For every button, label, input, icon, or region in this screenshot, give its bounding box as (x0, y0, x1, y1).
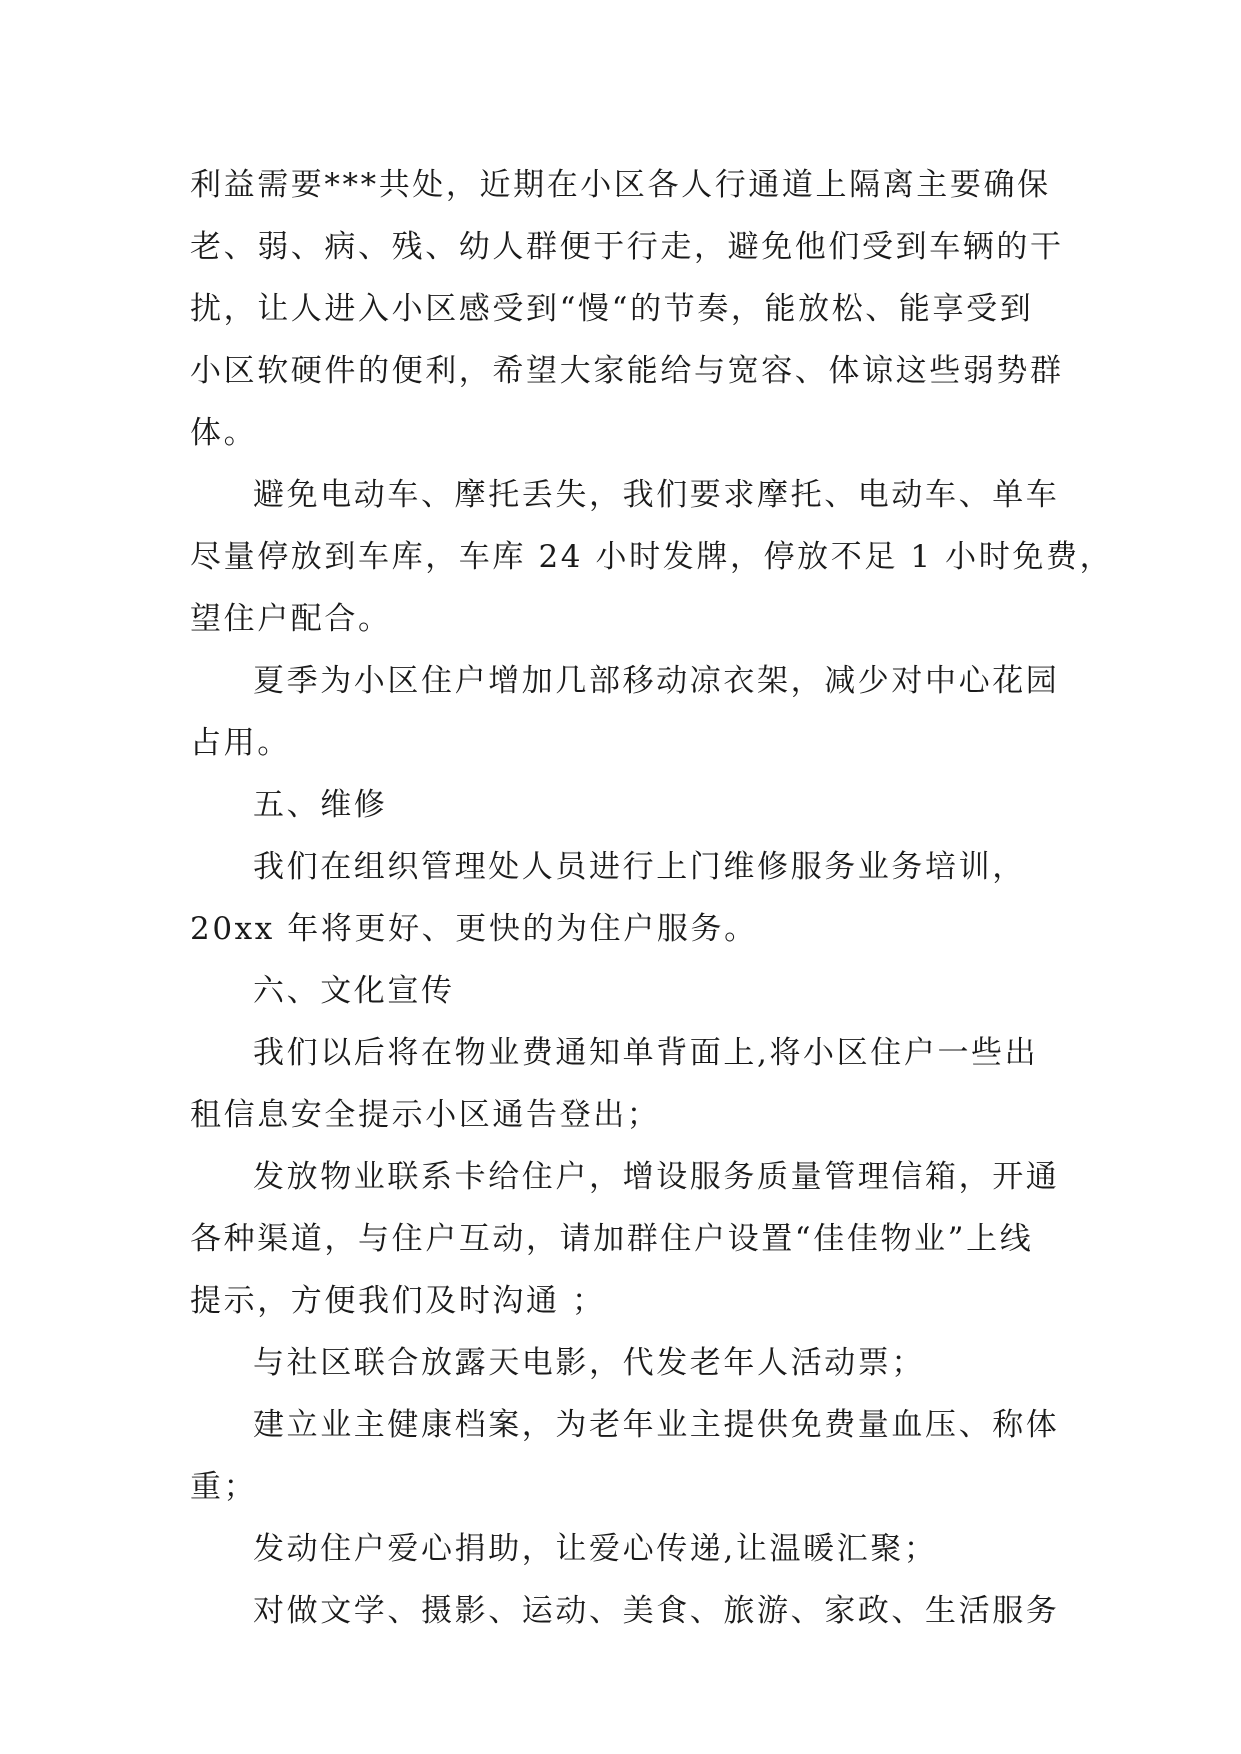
text-line: 建立业主健康档案，为老年业主提供免费量血压、称体 (253, 1407, 1060, 1443)
document-body (190, 154, 1114, 1642)
text-line: 避免电动车、摩托丢失，我们要求摩托、电动车、单车 (253, 477, 1060, 513)
text-line: 发动住户爱心捐助，让爱心传递,让温暖汇聚； (253, 1531, 938, 1567)
text-line: 租信息安全提示小区通告登出； (190, 1097, 661, 1133)
text-line: 与社区联合放露天电影，代发老年人活动票； (253, 1345, 925, 1381)
text-line: 我们以后将在物业费通知单背面上,将小区住户一些出 (253, 1035, 1039, 1071)
text-line: 体。 (190, 415, 258, 451)
text-line: 重； (190, 1469, 258, 1505)
text-line: 望住户配合。 (190, 601, 392, 637)
text-line: 提示，方便我们及时沟通 ； (190, 1283, 606, 1319)
text-line: 20xx 年将更好、更快的为住户服务。 (190, 911, 758, 947)
text-line: 扰，让人进入小区感受到“慢“的节奏，能放松、能享受到 (190, 291, 1034, 327)
text-line: 老、弱、病、残、幼人群便于行走，避免他们受到车辆的干 (190, 229, 1064, 265)
text-line: 发放物业联系卡给住户，增设服务质量管理信箱，开通 (253, 1159, 1060, 1195)
text-line: 利益需要***共处，近期在小区各人行通道上隔离主要确保 (190, 167, 1051, 203)
section-heading: 六、文化宣传 (253, 973, 455, 1009)
text-line: 尽量停放到车库，车库 24 小时发牌，停放不足 1 小时免费， (190, 539, 1114, 575)
text-line: 对做文学、摄影、运动、美食、旅游、家政、生活服务 (253, 1593, 1060, 1629)
text-line: 夏季为小区住户增加几部移动凉衣架，减少对中心花园 (253, 663, 1060, 699)
text-line: 小区软硬件的便利，希望大家能给与宽容、体谅这些弱势群 (190, 353, 1064, 389)
text-line: 我们在组织管理处人员进行上门维修服务业务培训， (253, 849, 1026, 885)
text-line: 各种渠道，与住户互动，请加群住户设置“佳佳物业”上线 (190, 1221, 1034, 1257)
text-line: 占用。 (190, 725, 291, 761)
section-heading: 五、维修 (253, 787, 388, 823)
